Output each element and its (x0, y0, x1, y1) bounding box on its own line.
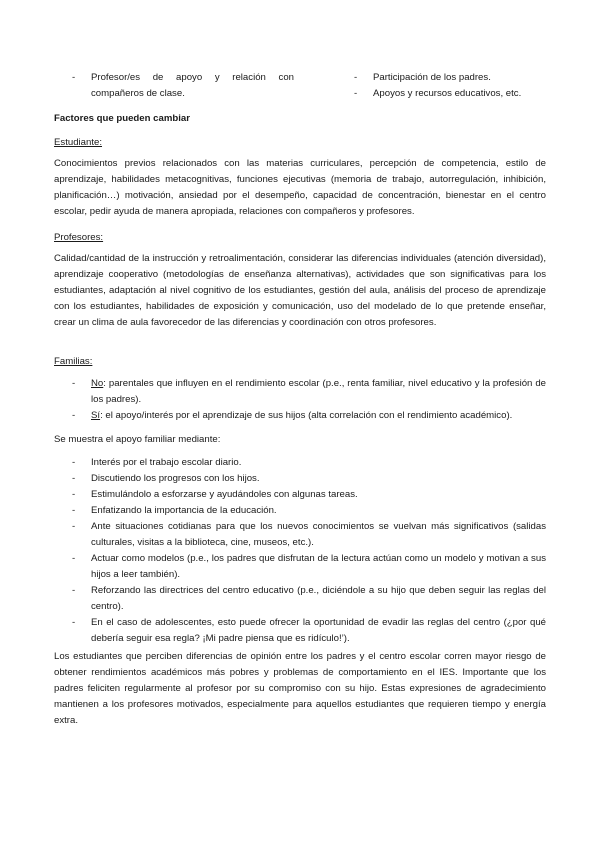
list-item-text: Profesor/es de apoyo y relación con compañeros de clase. (91, 72, 294, 99)
list-item-text: : parentales que influyen en el rendimiento escolar (p.e., renta familiar, nivel educativo y la profesión de los padres). (91, 378, 546, 405)
estudiante-heading: Estudiante: (54, 137, 103, 148)
list-item (54, 551, 546, 583)
apoyo-list (54, 455, 546, 647)
list-dash: - (72, 553, 76, 564)
list-dash: - (72, 457, 76, 468)
list-dash: - (354, 88, 358, 99)
list-item-text: Interés por el trabajo escolar diario. (91, 457, 242, 468)
list-item (54, 455, 546, 471)
list-item (336, 86, 556, 102)
list-dash: - (72, 473, 76, 484)
list-item (54, 615, 546, 647)
list-dash: - (72, 410, 76, 421)
profesores-paragraph: Calidad/cantidad de la instrucción y retroalimentación, considerar las diferencias individuales (atención diversidad), aprendizaje cooperativo (metodologías de enseñanza alternativas), actividades que son significativas para los estudiantes, adaptación al nivel cognitivo de los estudiantes, gestión del aula, análisis del proceso de aprendizaje con los estudiantes, habilidades de exposición y comunicación, uso del modelado de lo que pretende enseñar, crear un clima de aula favorecedor de las diferencias y coordinación con otros profesores. (54, 253, 546, 328)
list-item-text: Reforzando las directrices del centro educativo (p.e., diciéndole a su hijo que deben seguir las reglas del centro). (91, 585, 546, 612)
list-dash: - (72, 489, 76, 500)
list-item (54, 487, 546, 503)
list-dash: - (72, 585, 76, 596)
closing-paragraph: Los estudiantes que perciben diferencias de opinión entre los padres y el centro escolar corren mayor riesgo de obtener rendimientos académicos más pobres y problemas de comportamiento en el IES. Importante que los padres feliciten regularmente al profesor por su compromiso con su hijo. Estas expresiones de agradecimiento mantienen a los profesores motivados, especialmente para aquellos estudiantes que requieren tiempo y energía extra. (54, 651, 546, 726)
familias-key-si: Sí (91, 410, 101, 421)
list-item (54, 408, 546, 424)
familias-heading: Familias: (54, 356, 93, 367)
list-dash: - (72, 505, 76, 516)
familias-list (54, 376, 546, 424)
top-right-list (336, 70, 556, 102)
list-item-text: En el caso de adolescentes, esto puede ofrecer la oportunidad de evadir las reglas del centro (¿por qué debería seguir esa regla? ¡Mi padre piensa que es ridículo!’). (91, 617, 546, 644)
list-item (54, 376, 546, 408)
list-item (336, 70, 556, 86)
list-item (54, 471, 546, 487)
list-dash: - (72, 378, 76, 389)
list-item-text: Enfatizando la importancia de la educación. (91, 505, 277, 516)
list-item (54, 519, 546, 551)
familias-key-no: No (91, 378, 104, 389)
apoyo-intro: Se muestra el apoyo familiar mediante: (54, 434, 221, 445)
list-dash: - (72, 521, 76, 532)
list-item-text: Participación de los padres. (373, 72, 491, 83)
list-item (54, 583, 546, 615)
list-item-text: Estimulándolo a esforzarse y ayudándoles con algunas tareas. (91, 489, 358, 500)
list-item-text: Discutiendo los progresos con los hijos. (91, 473, 260, 484)
list-item (54, 70, 294, 102)
list-dash: - (72, 617, 76, 628)
profesores-heading: Profesores: (54, 232, 104, 243)
estudiante-paragraph: Conocimientos previos relacionados con las materias curriculares, percepción de competencia, estilo de aprendizaje, habilidades metacognitivas, funciones ejecutivas (memoria de trabajo, autorregulación, inhibición, planificación…) motivación, ansiedad por el desempeño, capacidad de concentración, bienestar en el centro escolar, pedir ayuda de manera apropiada, relaciones con compañeros y profesores. (54, 158, 546, 217)
top-left-list (54, 70, 294, 102)
list-item (54, 503, 546, 519)
list-item-text: : el apoyo/interés por el aprendizaje de sus hijos (alta correlación con el rendimiento académico). (100, 410, 513, 421)
list-item-text: Apoyos y recursos educativos, etc. (373, 88, 522, 99)
list-item-text: Actuar como modelos (p.e., los padres que disfrutan de la lectura actúan como un modelo y motivan a sus hijos a leer también). (91, 553, 546, 580)
list-dash: - (354, 72, 358, 83)
section-title: Factores que pueden cambiar (54, 113, 190, 124)
list-dash: - (72, 72, 76, 83)
list-item-text: Ante situaciones cotidianas para que los nuevos conocimientos se vuelvan más significativos (salidas culturales, visitas a la biblioteca, cine, museos, etc.). (91, 521, 546, 548)
